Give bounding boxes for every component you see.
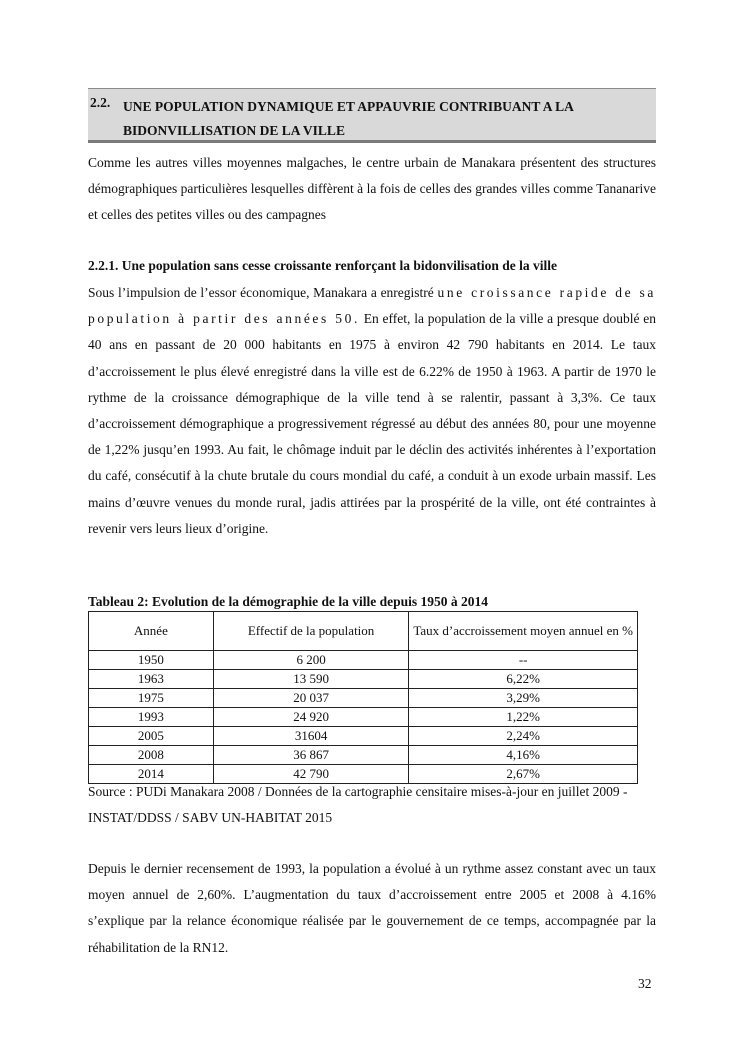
cell-year: 2008 bbox=[89, 746, 214, 765]
body-paragraph-part1: Sous l’impulsion de l’essor économique, Manakara a enregistré bbox=[88, 285, 438, 300]
cell-growth-rate: 4,16% bbox=[409, 746, 638, 765]
table-row bbox=[89, 708, 638, 727]
body-paragraph bbox=[88, 280, 656, 542]
cell-growth-rate: 3,29% bbox=[409, 689, 638, 708]
table-header-row bbox=[89, 612, 638, 651]
table-title: Tableau 2: Evolution de la démographie de la ville depuis 1950 à 2014 bbox=[88, 594, 489, 609]
cell-year: 1975 bbox=[89, 689, 214, 708]
cell-growth-rate: 1,22% bbox=[409, 708, 638, 727]
body-paragraph-spaced: une croissance rapide de sa population à partir des années 50. bbox=[88, 285, 656, 327]
table-row bbox=[89, 727, 638, 746]
table-row bbox=[89, 689, 638, 708]
cell-year: 1993 bbox=[89, 708, 214, 727]
header-population: Effectif de la population bbox=[213, 612, 409, 651]
table-row bbox=[89, 670, 638, 689]
cell-population: 42 790 bbox=[213, 765, 409, 784]
cell-population: 20 037 bbox=[213, 689, 409, 708]
section-title: UNE POPULATION DYNAMIQUE ET APPAUVRIE CONTRIBUANT A LA BIDONVILLISATION DE LA VILLE bbox=[123, 99, 574, 138]
demography-table bbox=[88, 611, 638, 784]
closing-paragraph: Depuis le dernier recensement de 1993, la population a évolué à un rythme assez constant avec un taux moyen annuel de 2,60%. L’augmentation du taux d’accroissement entre 2005 et 2008 à 4.16% s’explique par la relance économique réalisée par le gouvernement de ce temps, accompagnée par la réhabilitation de la RN12. bbox=[88, 861, 656, 955]
cell-population: 31604 bbox=[213, 727, 409, 746]
header-growth-rate: Taux d’accroissement moyen annuel en % bbox=[409, 612, 638, 651]
header-year: Année bbox=[89, 612, 214, 651]
table-row bbox=[89, 651, 638, 670]
body-paragraph-part2: En effet, la population de la ville a presque doublé en 40 ans en passant de 20 000 habitants en 1975 à environ 42 790 habitants en 2014. Le taux d’accroissement le plus élevé enregistré dans la ville est de 6.22% de 1950 à 1963. A partir de 1970 le rythme de la croissance démographique de la ville tend à se ralentir, passant à 3,3%. Ce taux d’accroissement démographique a progressivement régressé au début des années 80, pour une moyenne de 1,22% jusqu’en 1993. Au fait, le chômage induit par le déclin des activités inhérentes à l’exportation du café, consécutif à la chute brutale du cours mondial du café, a conduit à un exode urbain massif. Les mains d’œuvre venues du monde rural, jadis attirées par la prospérité de la ville, ont été contraintes à revenir vers leurs lieux d’origine. bbox=[88, 311, 656, 536]
cell-growth-rate: 6,22% bbox=[409, 670, 638, 689]
intro-paragraph: Comme les autres villes moyennes malgaches, le centre urbain de Manakara présentent des structures démographiques particulières lesquelles diffèrent à la fois de celles des grandes villes comme Tananarive et celles des petites villes ou des campagnes bbox=[88, 155, 656, 223]
cell-year: 1950 bbox=[89, 651, 214, 670]
cell-population: 6 200 bbox=[213, 651, 409, 670]
cell-growth-rate: 2,67% bbox=[409, 765, 638, 784]
cell-growth-rate: -- bbox=[409, 651, 638, 670]
subsection-heading: 2.2.1. Une population sans cesse croissante renforçant la bidonvilisation de la ville bbox=[88, 258, 558, 273]
cell-year: 2005 bbox=[89, 727, 214, 746]
section-number: 2.2. bbox=[90, 95, 111, 110]
table-row bbox=[89, 746, 638, 765]
cell-population: 24 920 bbox=[213, 708, 409, 727]
cell-year: 1963 bbox=[89, 670, 214, 689]
cell-growth-rate: 2,24% bbox=[409, 727, 638, 746]
section-heading bbox=[88, 88, 656, 143]
cell-population: 13 590 bbox=[213, 670, 409, 689]
cell-year: 2014 bbox=[89, 765, 214, 784]
page-number: 32 bbox=[638, 976, 652, 991]
table-source: Source : PUDi Manakara 2008 / Données de la cartographie censitaire mises-à-jour en juillet 2009 - INSTAT/DDSS / SABV UN-HABITAT 2015 bbox=[88, 784, 628, 826]
cell-population: 36 867 bbox=[213, 746, 409, 765]
